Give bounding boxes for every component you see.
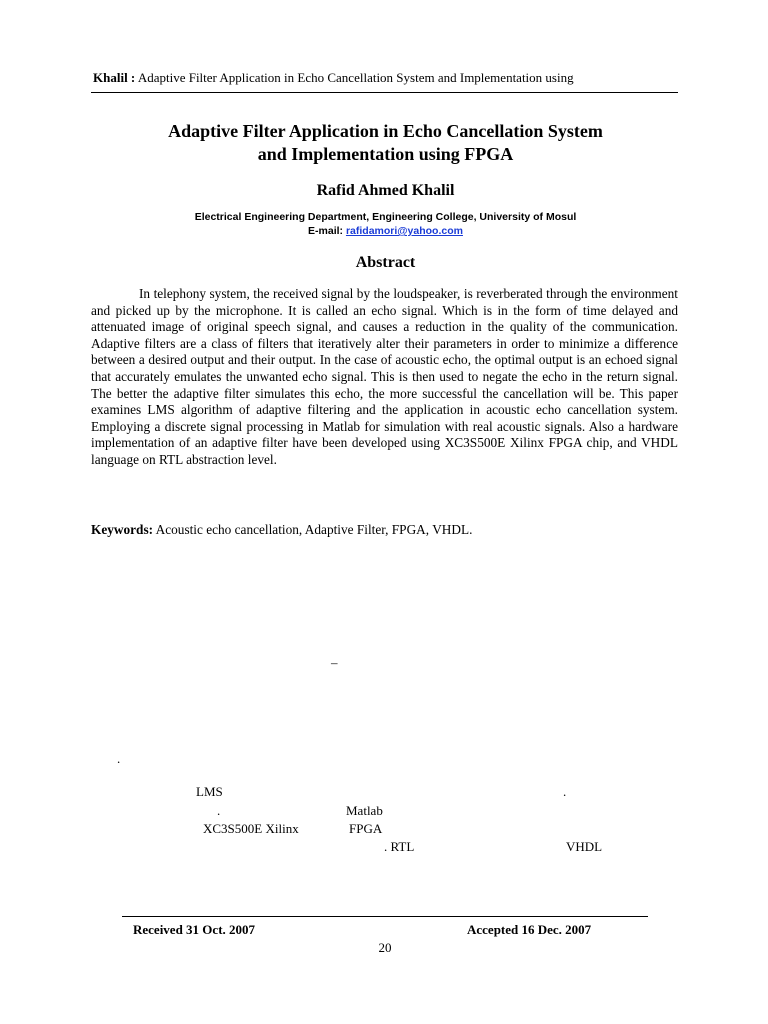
keywords-label: Keywords: bbox=[91, 522, 154, 537]
arabic-lms: LMS bbox=[196, 784, 223, 799]
email-link[interactable]: rafidamori@yahoo.com bbox=[345, 225, 463, 237]
affiliation-block bbox=[93, 210, 678, 238]
affiliation: Electrical Engineering Department, Engineering College, University of Mosul bbox=[194, 211, 577, 223]
footer-rule bbox=[122, 916, 648, 917]
author-name: Rafid Ahmed Khalil bbox=[316, 182, 455, 199]
received-date: Received 31 Oct. 2007 bbox=[133, 922, 256, 937]
page-number: 20 bbox=[378, 940, 392, 955]
accepted-date: Accepted 16 Dec. 2007 bbox=[467, 922, 592, 937]
arabic-dot-2: . bbox=[563, 784, 567, 799]
keywords-text: Acoustic echo cancellation, Adaptive Filter, FPGA, VHDL. bbox=[153, 522, 473, 537]
paper-title-line-2: and Implementation using FPGA bbox=[257, 144, 514, 164]
running-head-author: Khalil : bbox=[93, 70, 136, 85]
running-head-title: Adaptive Filter Application in Echo Cancellation System and Implementation using bbox=[137, 70, 574, 85]
header-rule bbox=[91, 92, 678, 93]
email-line bbox=[93, 224, 678, 238]
arabic-fpga: FPGA bbox=[349, 821, 383, 836]
arabic-rtl: . RTL bbox=[384, 839, 415, 854]
running-head bbox=[93, 69, 678, 87]
arabic-xilinx: XC3S500E Xilinx bbox=[203, 821, 299, 836]
paper-title-line-1: Adaptive Filter Application in Echo Cancellation System bbox=[168, 121, 603, 141]
abstract-body: In telephony system, the received signal by the loudspeaker, is reverberated through the environment and picked up by the microphone. It is called an echo signal. Which is in the form of time delayed and attenuated image of original speech signal, and causes a reduction in the quality of the communication. Adaptive filters are a class of filters that iteratively alter their parameters in order to minimize a difference between a desired output and their output. In the case of acoustic echo, the optimal output is an echoed signal that accurately emulates the unwanted echo signal. This is then used to negate the echo in the return signal. The better the adaptive filter simulates this echo, the more successful the cancellation will be. This paper examines LMS algorithm of adaptive filtering and the application in acoustic echo cancellation system. Employing a discrete signal processing in Matlab for simulation with real acoustic signals. Also a hardware implementation of an adaptive filter have been developed using XC3S500E Xilinx FPGA chip, and VHDL language on RTL abstraction level. bbox=[91, 286, 678, 467]
arabic-matlab: Matlab bbox=[346, 803, 383, 818]
arabic-dot-3: . bbox=[217, 803, 221, 818]
paper-title bbox=[93, 120, 678, 166]
arabic-vhdl: VHDL bbox=[566, 839, 603, 854]
arabic-dot-1: . bbox=[117, 751, 121, 766]
email-label: E-mail: bbox=[308, 225, 344, 237]
abstract-heading: Abstract bbox=[355, 254, 416, 271]
keywords-line bbox=[91, 521, 678, 538]
arabic-dash: – bbox=[331, 655, 338, 670]
